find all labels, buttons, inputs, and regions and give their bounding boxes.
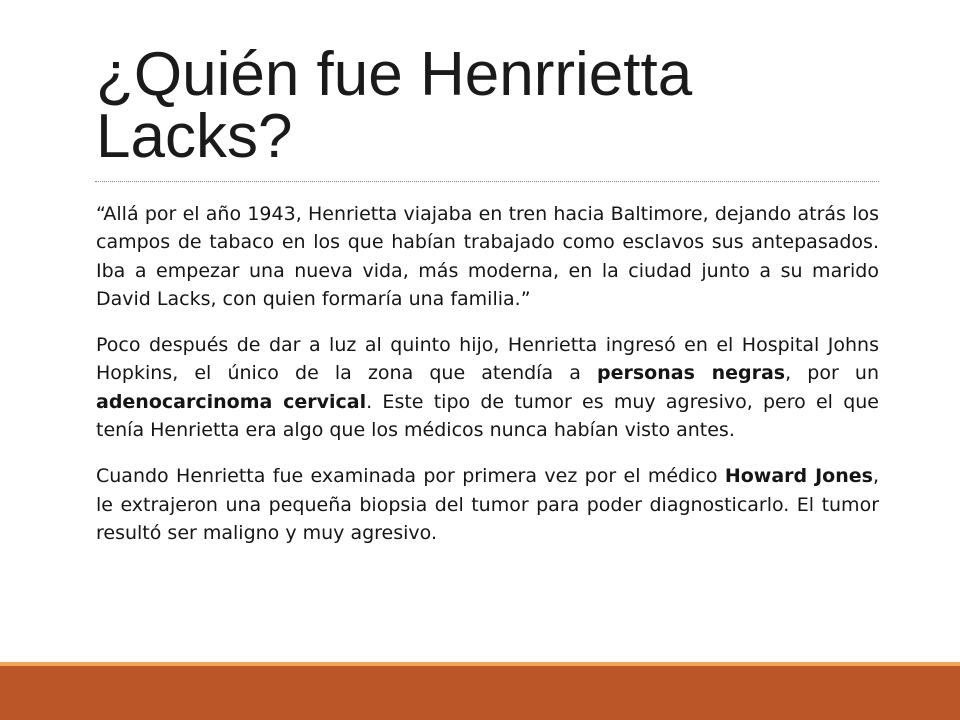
- paragraph-biopsy: [96, 462, 879, 547]
- emphasis-howard-jones: Howard Jones: [724, 465, 873, 488]
- paragraph-biopsy-text-2: , le extrajeron una pequeña biopsia del tumor para poder diagnosticarlo. El tumor resultó ser maligno y muy agresivo.: [96, 465, 879, 544]
- slide-title: [96, 40, 896, 171]
- paragraph-quote: “Allá por el año 1943, Henrietta viajaba en tren hacia Baltimore, dejando atrás los campos de tabaco en los que habían trabajado como esclavos sus antepasados. Iba a empezar una nueva vida, más moderna, en la ciudad junto a su marido David Lacks, con quien formaría una familia.”: [96, 203, 879, 310]
- paragraph-hospital: [96, 331, 879, 444]
- paragraph-biopsy-text-1: Cuando Henrietta fue examinada por primera vez por el médico: [96, 465, 725, 488]
- slide-title-line-2: Lacks?: [96, 102, 293, 171]
- emphasis-adenocarcinoma: adenocarcinoma cervical: [96, 390, 367, 413]
- emphasis-personas-negras: personas negras: [597, 362, 786, 385]
- slide-title-line-1: ¿Quién fue Henrrietta: [96, 40, 693, 109]
- title-divider: [95, 181, 879, 182]
- slide-body: [96, 200, 879, 565]
- paragraph-hospital-text-2: , por un: [785, 362, 879, 385]
- footer-bar: [0, 666, 960, 720]
- paragraph-hospital-text-3: . Este tipo de tumor es muy agresivo, pero el que tenía Henrietta era algo que los médicos nunca habían visto antes.: [96, 390, 879, 442]
- paragraph-hospital-text-1: Poco después de dar a luz al quinto hijo, Henrietta ingresó en el Hospital Johns Hopkins, el único de la zona que atendía a: [96, 334, 879, 385]
